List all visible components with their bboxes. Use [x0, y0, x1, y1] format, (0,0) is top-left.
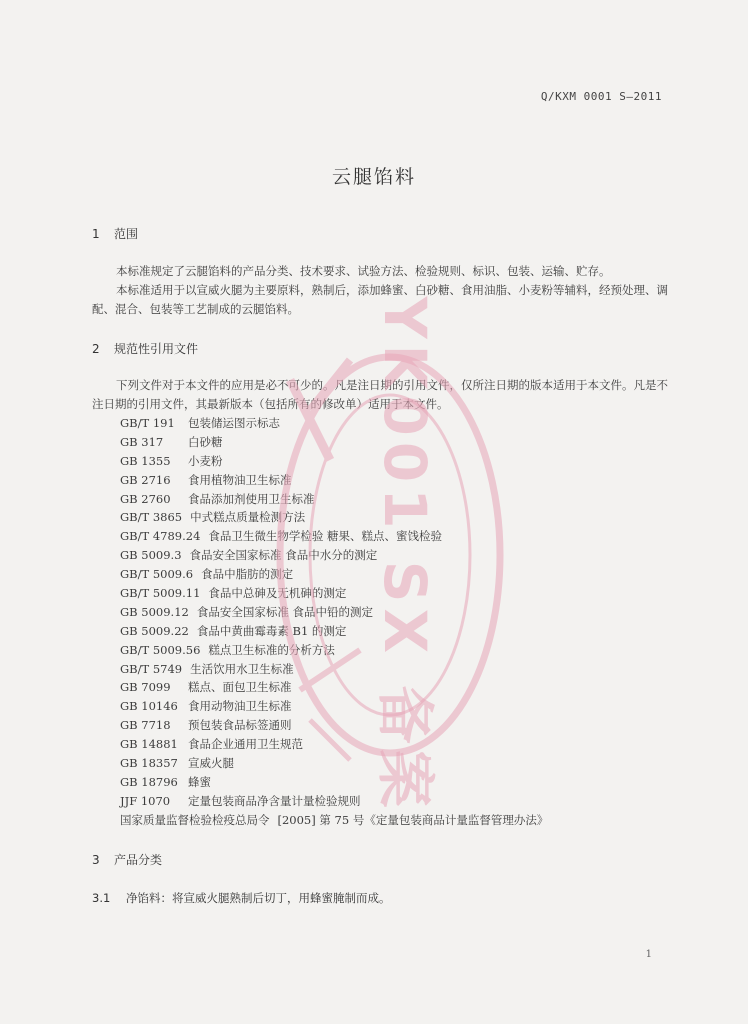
section-title: 范围	[114, 227, 139, 241]
clause-text: 净馅料：将宣威火腿熟制后切丁，用蜂蜜腌制而成。	[126, 891, 391, 905]
reference-item	[120, 414, 548, 433]
section-heading-references	[92, 340, 198, 357]
reference-code: GB 18357	[120, 756, 178, 771]
reference-item	[120, 546, 548, 565]
references-intro-text: 下列文件对于本文件的应用是必不可少的。凡是注日期的引用文件，仅所注日期的版本适用于本文件。凡是不注日期的引用文件，其最新版本（包括所有的修改单）适用于本文件。	[92, 378, 668, 411]
reference-title: 生活饮用水卫生标准	[190, 661, 294, 676]
reference-item	[120, 735, 548, 754]
references-intro	[92, 376, 668, 414]
reference-title: [2005] 第 75 号《定量包装商品计量监督管理办法》	[277, 812, 549, 827]
reference-item	[120, 584, 548, 603]
reference-item	[120, 754, 548, 773]
reference-code: GB 317	[120, 434, 164, 449]
reference-title: 食用动物油卫生标准	[188, 699, 292, 714]
section-heading-scope	[92, 225, 138, 242]
reference-title: 蜂蜜	[188, 774, 211, 789]
reference-item	[120, 811, 548, 830]
reference-item	[120, 527, 548, 546]
reference-title: 食品安全国家标准 食品中铅的测定	[196, 604, 374, 619]
reference-code: GB 14881	[120, 737, 178, 752]
reference-title: 小麦粉	[188, 453, 223, 468]
reference-item	[120, 471, 548, 490]
reference-code: 国家质量监督检验检疫总局令	[120, 812, 270, 827]
reference-item	[120, 641, 548, 660]
scope-paragraph-2: 本标准适用于以宣威火腿为主要原料，熟制后，添加蜂蜜、白砂糖、食用油脂、小麦粉等辅料，经预处理、调配、混合、包装等工艺制成的云腿馅料。	[92, 283, 668, 316]
reference-code: GB/T 4789.24	[120, 529, 201, 544]
section-heading-classification	[92, 851, 162, 868]
reference-title: 食品卫生微生物学检验 糖果、糕点、蜜饯检验	[208, 529, 443, 544]
reference-code: GB/T 5009.11	[120, 586, 201, 601]
reference-item	[120, 697, 548, 716]
clause-3-1	[92, 890, 391, 906]
reference-item	[120, 773, 548, 792]
reference-code: GB 7718	[120, 718, 171, 733]
reference-title: 糕点、面包卫生标准	[188, 680, 292, 695]
reference-title: 预包装食品标签通则	[188, 718, 292, 733]
reference-title: 食品安全国家标准 食品中水分的测定	[189, 548, 378, 563]
reference-code: GB 5009.12	[120, 604, 189, 619]
reference-item	[120, 452, 548, 471]
reference-title: 定量包装商品净含量计量检验规则	[188, 793, 361, 808]
section-number: 2	[92, 342, 100, 356]
reference-title: 食用植物油卫生标准	[188, 472, 292, 487]
reference-item	[120, 678, 548, 697]
reference-title: 白砂糖	[188, 434, 223, 449]
standard-code: Q/KXM 0001 S—2011	[540, 90, 662, 103]
document-title: 云腿馅料	[331, 166, 416, 188]
reference-code: GB 1355	[120, 453, 171, 468]
reference-code: GB/T 5749	[120, 661, 183, 676]
reference-item	[120, 660, 548, 679]
reference-code: GB/T 3865	[120, 510, 183, 525]
reference-code: GB/T 5009.56	[120, 642, 201, 657]
section-number: 1	[92, 227, 100, 241]
section-title: 产品分类	[114, 853, 163, 867]
stamp-text: YK001 SX 备案	[371, 296, 439, 814]
reference-title: 食品添加剂使用卫生标准	[188, 491, 315, 506]
reference-item	[120, 622, 548, 641]
page-number: 1	[645, 949, 652, 960]
reference-code: GB 5009.22	[120, 623, 189, 638]
reference-item	[120, 565, 548, 584]
reference-code: GB 7099	[120, 680, 171, 695]
reference-code: JJF 1070	[120, 793, 171, 808]
reference-item	[120, 792, 548, 811]
section-number: 3	[92, 853, 100, 867]
reference-list	[120, 414, 548, 830]
reference-code: GB 18796	[120, 774, 178, 789]
reference-title: 中式糕点质量检测方法	[190, 510, 306, 525]
reference-code: GB 5009.3	[120, 548, 182, 563]
section-title: 规范性引用文件	[114, 342, 199, 356]
reference-code: GB/T 5009.6	[120, 567, 194, 582]
reference-item	[120, 490, 548, 509]
reference-item	[120, 433, 548, 452]
reference-title: 食品中黄曲霉毒素 B1 的测定	[196, 623, 347, 638]
reference-title: 宣威火腿	[188, 756, 234, 771]
scope-paragraph-1: 本标准规定了云腿馅料的产品分类、技术要求、试验方法、检验规则、标识、包装、运输、贮存。	[116, 264, 611, 278]
clause-number: 3.1	[92, 891, 111, 905]
reference-title: 食品中总砷及无机砷的测定	[208, 586, 347, 601]
reference-item	[120, 716, 548, 735]
reference-title: 糕点卫生标准的分析方法	[208, 642, 335, 657]
scope-body	[92, 262, 668, 319]
reference-item	[120, 603, 548, 622]
reference-code: GB/T 191	[120, 416, 175, 430]
reference-code: GB 2716	[120, 472, 171, 487]
reference-title: 包装储运图示标志	[188, 416, 280, 430]
reference-title: 食品中脂肪的测定	[201, 567, 294, 582]
reference-title: 食品企业通用卫生规范	[188, 737, 303, 752]
reference-item	[120, 508, 548, 527]
reference-code: GB 2760	[120, 491, 171, 506]
reference-code: GB 10146	[120, 699, 178, 714]
